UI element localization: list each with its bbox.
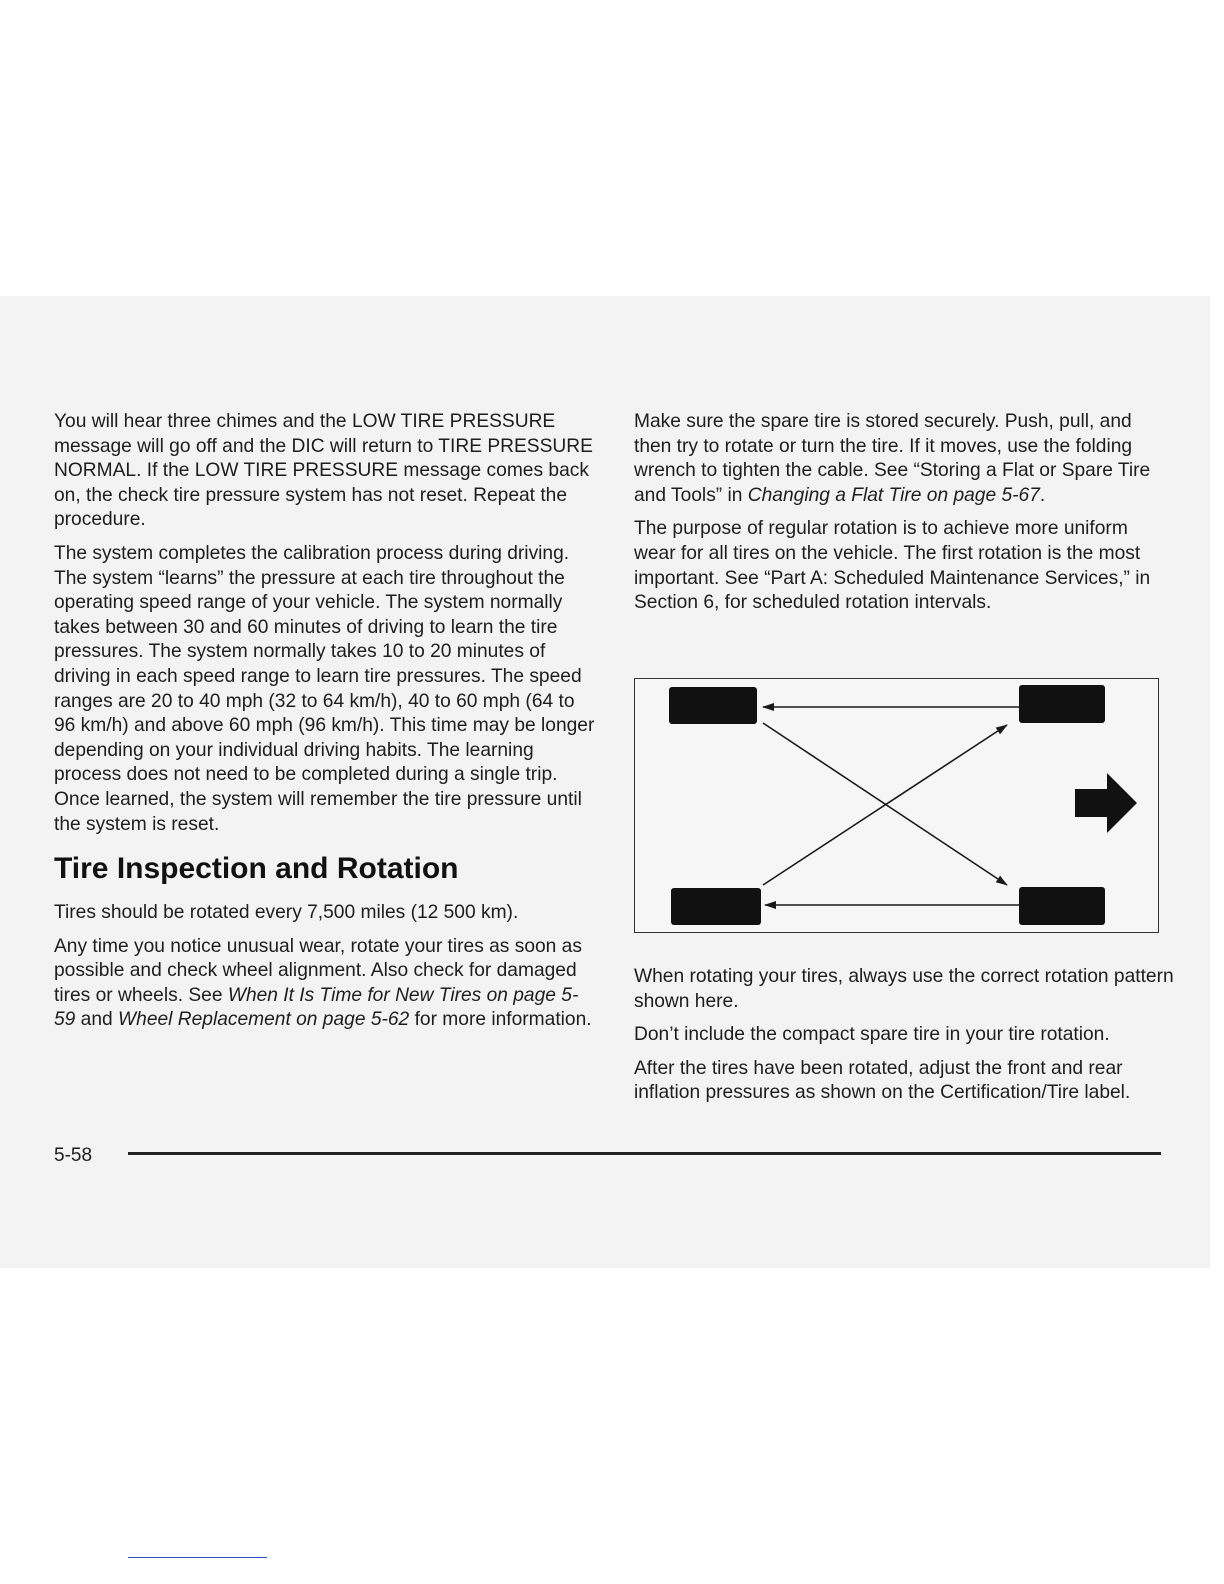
spare-tire-end: . xyxy=(1039,484,1046,506)
unusual-wear-end: for more information. xyxy=(409,1009,592,1031)
new-tires-reference-link[interactable]: When It Is Time for New Tires on page 5-59 xyxy=(54,984,579,1031)
tire-left-front xyxy=(671,888,761,925)
wheel-replacement-reference-link[interactable]: Wheel Replacement on page 5-62 xyxy=(118,1009,410,1031)
right-column xyxy=(634,410,1174,625)
page-number: 5-58 xyxy=(54,1145,93,1166)
tire-right-front xyxy=(1019,887,1105,925)
left-column xyxy=(54,410,599,1042)
diagram-caption xyxy=(634,965,1174,1115)
changing-flat-tire-reference-link[interactable]: Changing a Flat Tire on page 5-67 xyxy=(747,484,1040,506)
low-tire-message-paragraph: You will hear three chimes and the LOW TIRE PRESSURE message will go off and the DIC will return to TIRE PRESSURE NORMAL. If the LOW TIRE PRESSURE message comes back on, the check tire pressure system has not reset. Repeat the procedure. xyxy=(54,411,593,531)
calibration-paragraph: The system completes the calibration process during driving. The system “learns” the pressure at each tire throughout the operating speed range of your vehicle. The system normally takes between 30 and 60 minutes of driving to learn the tire pressures. The system normally takes 10 to 20 minutes of driving in each speed range to learn tire pressures. The speed ranges are 20 to 40 mph (32 to 64 km/h), 40 to 60 mph (64 to 96 km/h) and above 60 mph (96 km/h). This time may be longer depending on your individual driving habits. The learning process does not need to be completed during a single trip. Once learned, the system will remember the tire pressure until the system is reset. xyxy=(54,542,595,835)
rotation-interval-paragraph: Tires should be rotated every 7,500 miles (12 500 km). xyxy=(54,902,519,924)
footer-divider xyxy=(128,1152,1161,1155)
unusual-wear-text: Any time you notice unusual wear, rotate your tires as soon as possible and check wheel alignment. Also check for damaged tires or wheels. See xyxy=(54,935,582,1006)
bottom-divider xyxy=(128,1557,267,1558)
tire-left-rear xyxy=(669,687,757,724)
section-heading: Tire Inspection and Rotation xyxy=(54,852,459,886)
unusual-wear-paragraph xyxy=(54,935,599,1033)
forward-arrow-icon xyxy=(1075,773,1137,833)
tire-rotation-diagram xyxy=(634,678,1159,933)
spare-tire-paragraph xyxy=(634,410,1174,508)
compact-spare-caption: Don’t include the compact spare tire in your tire rotation. xyxy=(634,1024,1110,1046)
unusual-wear-and: and xyxy=(75,1009,119,1031)
tire-right-rear xyxy=(1019,685,1105,723)
rotation-purpose-paragraph: The purpose of regular rotation is to achieve more uniform wear for all tires on the vehicle. The first rotation is the most important. See “Part A: Scheduled Maintenance Services,” in Section 6, for scheduled rotation intervals. xyxy=(634,518,1151,614)
inflation-pressure-caption: After the tires have been rotated, adjust the front and rear inflation pressures as shown on the Certification/Tire label. xyxy=(634,1057,1131,1104)
spare-tire-text: Make sure the spare tire is stored securely. Push, pull, and then try to rotate or turn the tire. If it moves, use the folding wrench to tighten the cable. See “Storing a Flat or Spare Tire and Tools” in xyxy=(634,411,1151,506)
rotation-pattern-caption: When rotating your tires, always use the correct rotation pattern shown here. xyxy=(634,966,1174,1012)
